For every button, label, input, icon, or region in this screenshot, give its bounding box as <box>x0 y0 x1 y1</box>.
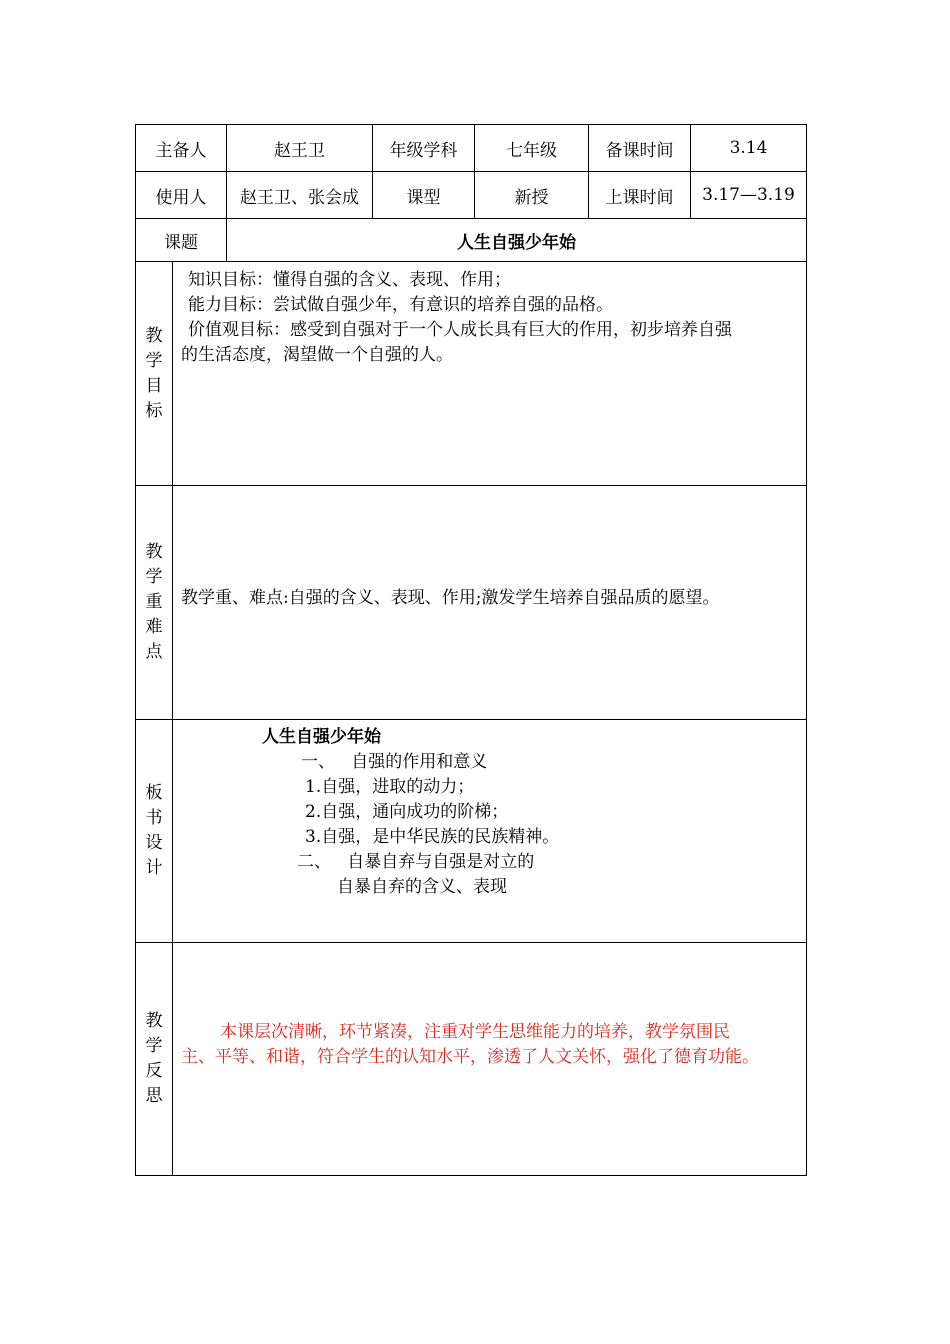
objective-ability: 能力目标：尝试做自强少年，有意识的培养自强的品格。 <box>188 295 613 315</box>
lesson-plan-table <box>135 124 807 1176</box>
objective-knowledge: 知识目标：懂得自强的含义、表现、作用； <box>188 270 511 290</box>
topic-label: 课题 <box>164 232 198 253</box>
lesson-type-value: 新授 <box>514 187 549 208</box>
col-divider <box>172 261 173 1175</box>
row-divider <box>136 485 806 486</box>
reflection-line-2: 主、平等、和谐，符合学生的认知水平，渗透了人文关怀，强化了德育功能。 <box>181 1047 759 1067</box>
key-points-label: 教 学 重 难 点 <box>145 542 163 662</box>
objective-values-cont: 的生活态度，渴望做一个自强的人。 <box>181 345 453 365</box>
board-item-2: 2.自强，通向成功的阶梯； <box>305 802 509 822</box>
topic-value: 人生自强少年始 <box>457 232 576 253</box>
reflection-line-1: 本课层次清晰，环节紧凑，注重对学生思维能力的培养，教学氛围民 <box>220 1022 730 1042</box>
board-design-label: 板 书 设 计 <box>145 783 163 878</box>
preparer-label: 主备人 <box>155 140 207 161</box>
objectives-label: 教 学 目 标 <box>145 325 163 421</box>
class-time-value: 3.17—3.19 <box>702 185 795 205</box>
user-value: 赵王卫、张会成 <box>240 187 359 208</box>
prep-time-value: 3.14 <box>729 138 768 158</box>
board-section-2: 二、 自暴自弃与自强是对立的 <box>297 852 535 872</box>
grade-subject-value: 七年级 <box>506 140 557 161</box>
key-points-text: 教学重、难点:自强的含义、表现、作用;激发学生培养自强品质的愿望。 <box>181 588 720 608</box>
user-label: 使用人 <box>155 187 207 208</box>
objective-values: 价值观目标：感受到自强对于一个人成长具有巨大的作用，初步培养自强 <box>188 320 732 340</box>
board-item-3: 3.自强，是中华民族的民族精神。 <box>305 827 560 847</box>
preparer-value: 赵王卫 <box>274 140 325 161</box>
row-divider <box>136 942 806 943</box>
board-section-1: 一、 自强的作用和意义 <box>301 752 488 772</box>
board-item-1: 1.自强，进取的动力； <box>305 777 475 797</box>
class-time-label: 上课时间 <box>605 187 674 208</box>
reflection-label: 教 学 反 思 <box>145 1011 163 1106</box>
prep-time-label: 备课时间 <box>605 140 674 161</box>
lesson-type-label: 课型 <box>406 187 441 208</box>
grade-subject-label: 年级学科 <box>389 140 458 161</box>
row-divider <box>136 719 806 720</box>
board-title: 人生自强少年始 <box>262 727 381 747</box>
row-divider <box>136 261 806 262</box>
board-section-2-sub: 自暴自弃的含义、表现 <box>337 877 507 897</box>
